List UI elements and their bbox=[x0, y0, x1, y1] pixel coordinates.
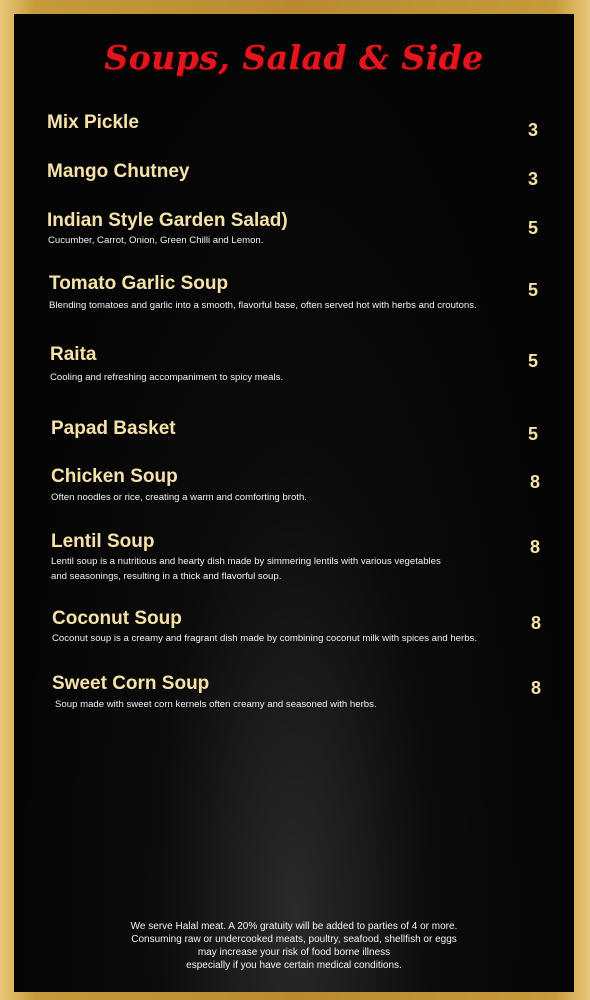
menu-title: Soups, Salad & Side bbox=[104, 38, 484, 77]
item-price: 5 bbox=[528, 280, 539, 300]
item-price: 5 bbox=[528, 424, 539, 444]
menu-item bbox=[51, 531, 551, 584]
menu-item bbox=[47, 210, 547, 248]
item-price: 8 bbox=[530, 472, 541, 492]
menu-item bbox=[51, 466, 551, 505]
item-name: Tomato Garlic Soup bbox=[49, 273, 229, 294]
item-description: Cucumber, Carrot, Onion, Green Chilli and Lemon. bbox=[48, 235, 264, 246]
menu-item bbox=[52, 673, 552, 712]
footer-line: Consuming raw or undercooked meats, poultry, seafood, shellfish or eggs bbox=[131, 934, 457, 945]
item-name: Papad Basket bbox=[51, 418, 176, 439]
footer-line: may increase your risk of food borne illness bbox=[197, 947, 391, 958]
footer-line: especially if you have certain medical conditions. bbox=[186, 960, 402, 971]
item-name: Lentil Soup bbox=[51, 531, 155, 552]
item-description: Blending tomatoes and garlic into a smooth, flavorful base, often served hot with herbs and croutons. bbox=[49, 300, 477, 311]
item-name: Raita bbox=[50, 344, 97, 365]
menu-board bbox=[14, 14, 574, 992]
item-price: 8 bbox=[531, 678, 542, 698]
item-price: 5 bbox=[528, 218, 539, 238]
item-description: Often noodles or rice, creating a warm and comforting broth. bbox=[51, 492, 307, 503]
item-description-line2: and seasonings, resulting in a thick and flavorful soup. bbox=[51, 571, 282, 582]
menu-item bbox=[49, 273, 549, 313]
menu-item bbox=[51, 418, 551, 440]
item-description: Soup made with sweet corn kernels often creamy and seasoned with herbs. bbox=[55, 699, 377, 710]
item-name: Mix Pickle bbox=[47, 112, 139, 133]
footer-line: We serve Halal meat. A 20% gratuity will be added to parties of 4 or more. bbox=[130, 921, 458, 932]
item-price: 3 bbox=[528, 169, 539, 189]
item-name: Indian Style Garden Salad) bbox=[47, 210, 288, 231]
menu-item bbox=[47, 112, 547, 134]
item-price: 8 bbox=[531, 613, 542, 633]
item-name: Sweet Corn Soup bbox=[52, 673, 210, 694]
item-description: Coconut soup is a creamy and fragrant dish made by combining coconut milk with spices and herbs. bbox=[52, 633, 478, 644]
menu-item bbox=[50, 344, 550, 385]
item-price: 3 bbox=[528, 120, 539, 140]
menu-footer bbox=[14, 920, 574, 972]
item-name: Coconut Soup bbox=[52, 608, 182, 629]
menu-item bbox=[47, 161, 547, 183]
item-name: Chicken Soup bbox=[51, 466, 178, 487]
item-price: 8 bbox=[530, 537, 541, 557]
item-description: Lentil soup is a nutritious and hearty dish made by simmering lentils with various vegetables bbox=[51, 556, 441, 567]
menu-item bbox=[52, 608, 552, 646]
item-description: Cooling and refreshing accompaniment to spicy meals. bbox=[50, 372, 284, 383]
item-name: Mango Chutney bbox=[47, 161, 190, 182]
item-price: 5 bbox=[528, 351, 539, 371]
